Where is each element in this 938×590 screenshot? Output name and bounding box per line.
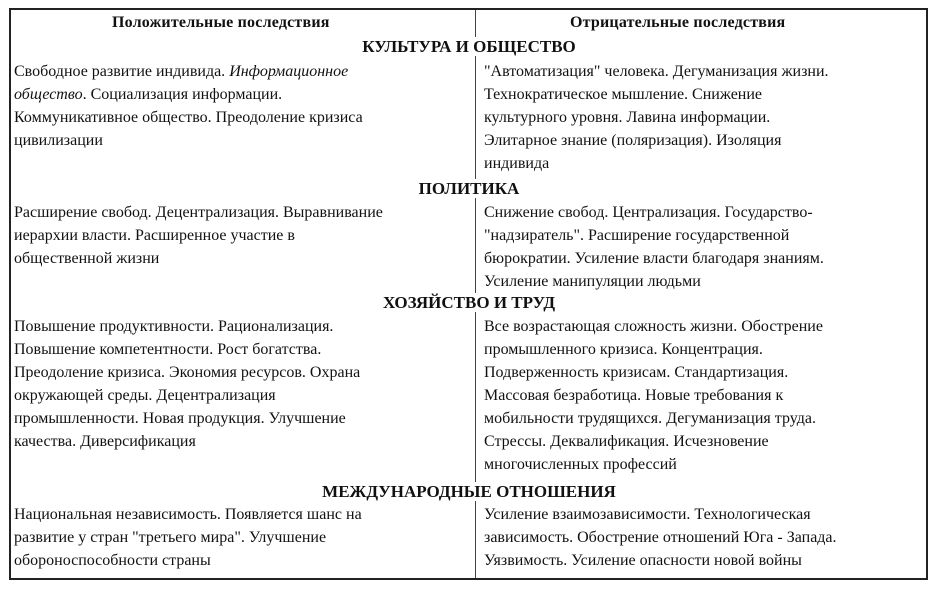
text-line: качества. Диверсификация — [14, 433, 196, 450]
text-line: Расширение свобод. Децентрализация. Выравнивание — [14, 204, 383, 221]
international-negative — [484, 503, 922, 572]
text-line: промышленного кризиса. Концентрация. — [484, 341, 763, 358]
text-line: общество. Социализация информации. — [14, 86, 283, 103]
section-title-economy: ХОЗЯЙСТВО И ТРУД — [0, 293, 938, 313]
text-line: Массовая безработица. Новые требования к — [484, 387, 784, 404]
politics-negative — [484, 201, 922, 293]
economy-positive — [14, 315, 474, 453]
text-line: зависимость. Обострение отношений Юга - Запада. — [484, 529, 837, 546]
economy-negative — [484, 315, 922, 476]
text-line: промышленности. Новая продукция. Улучшение — [14, 410, 346, 427]
text-line: "надзиратель". Расширение государственной — [484, 227, 790, 244]
header-positive: Положительные последствия — [112, 14, 330, 31]
text-line: Все возрастающая сложность жизни. Обострение — [484, 318, 823, 335]
section-title-politics: ПОЛИТИКА — [0, 179, 938, 199]
culture-positive — [14, 60, 474, 152]
text-line: иерархии власти. Расширенное участие в — [14, 227, 295, 244]
text-line: культурного уровня. Лавина информации. — [484, 109, 771, 126]
text-line: Усиление манипуляции людьми — [484, 273, 701, 290]
text-line: Повышение продуктивности. Рационализация. — [14, 318, 334, 335]
text-line: Подверженность кризисам. Стандартизация. — [484, 364, 789, 381]
text-line: развитие у стран "третьего мира". Улучшение — [14, 529, 327, 546]
header-negative: Отрицательные последствия — [570, 14, 786, 31]
politics-positive — [14, 201, 474, 270]
section-title-international: МЕЖДУНАРОДНЫЕ ОТНОШЕНИЯ — [0, 482, 938, 502]
text-line: Свободное развитие индивида. Информационное — [14, 63, 349, 80]
text-line: окружающей среды. Децентрализация — [14, 387, 276, 404]
text-line: Стрессы. Деквалификация. Исчезновение — [484, 433, 769, 450]
culture-negative — [484, 60, 922, 175]
text-line: общественной жизни — [14, 250, 160, 267]
text-line: цивилизации — [14, 132, 103, 149]
text-line: Уязвимость. Усиление опасности новой войны — [484, 552, 802, 569]
text-line: обороноспособности страны — [14, 552, 211, 569]
section-title-culture: КУЛЬТУРА И ОБЩЕСТВО — [0, 37, 938, 57]
text-line: многочисленных профессий — [484, 456, 677, 473]
text-line: Национальная независимость. Появляется шанс на — [14, 506, 362, 523]
text-line: Преодоление кризиса. Экономия ресурсов. Охрана — [14, 364, 361, 381]
text-line: Повышение компетентности. Рост богатства. — [14, 341, 322, 358]
text-line: Коммуникативное общество. Преодоление кризиса — [14, 109, 363, 126]
text-line: Элитарное знание (поляризация). Изоляция — [484, 132, 782, 149]
text-line: "Автоматизация" человека. Дегуманизация жизни. — [484, 63, 829, 80]
text-line: Снижение свобод. Централизация. Государство- — [484, 204, 813, 221]
text-line: индивида — [484, 155, 550, 172]
text-line: мобильности трудящихся. Дегуманизация труда. — [484, 410, 816, 427]
text-line: бюрократии. Усиление власти благодаря знаниям. — [484, 250, 824, 267]
international-positive — [14, 503, 474, 572]
text-line: Усиление взаимозависимости. Технологическая — [484, 506, 811, 523]
text-line: Технократическое мышление. Снижение — [484, 86, 763, 103]
